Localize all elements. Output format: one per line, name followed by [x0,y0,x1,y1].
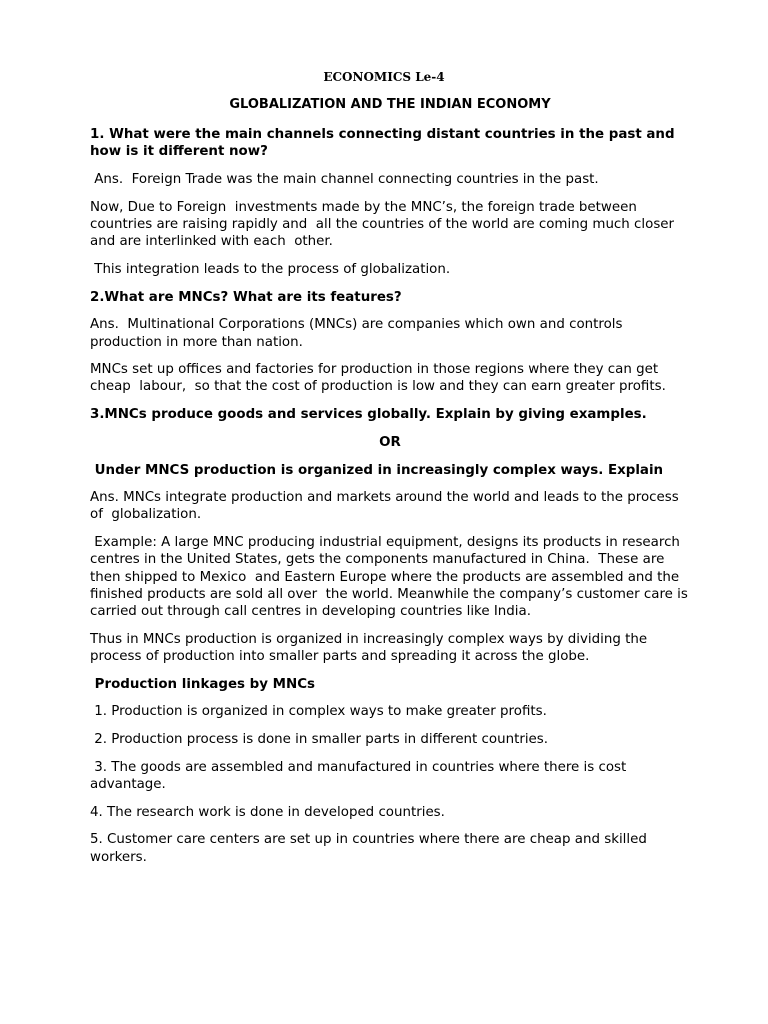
linkage-item-1: 1. Production is organized in complex ways to make greater profits. [90,704,547,720]
linkages-heading: Production linkages by MNCs [90,676,315,692]
linkage-item-2: 2. Production process is done in smaller parts in different countries. [90,731,549,747]
or-separator: OR [379,434,401,450]
document-title-text: ECONOMICS Le-4 [323,70,445,84]
answer-2-para-1: MNCs set up offices and factories for production in those regions where they can get cheap labour, so that the cost of production is low and they can earn greater profits. [90,362,666,395]
linkage-item-3: 3. The goods are assembled and manufactured in countries where there is cost advantage. [90,759,631,792]
answer-1: Ans. Foreign Trade was the main channel connecting countries in the past. [90,172,599,188]
linkage-item-4: 4. The research work is done in developed countries. [90,804,445,820]
answer-2: Ans. Multinational Corporations (MNCs) are companies which own and controls production in more than nation. [90,317,627,350]
answer-1-para-2: This integration leads to the process of globalization. [90,261,451,277]
document-subtitle: GLOBALIZATION AND THE INDIAN ECONOMY [229,97,551,112]
question-2: 2.What are MNCs? What are its features? [90,289,402,305]
question-3-alt: Under MNCS production is organized in increasingly complex ways. Explain [90,462,664,478]
answer-3-conclusion: Thus in MNCs production is organized in increasingly complex ways by dividing the process of production into smaller parts and spreading it across the globe. [90,631,652,664]
document-title [0,70,768,84]
answer-1-para-1: Now, Due to Foreign investments made by the MNC’s, the foreign trade between countries are raising rapidly and all the countries of the world are coming much closer and are interlinked with each other. [90,199,679,250]
answer-3-example: Example: A large MNC producing industrial equipment, designs its products in research centres in the United States, gets the components manufactured in China. These are then shipped to Mexico and Eastern Europe where the products are assembled and the finished products are sold all over the world. Meanwhile the company’s customer care is carried out through call centres in developing countries like India. [90,535,693,619]
question-3: 3.MNCs produce goods and services globally. Explain by giving examples. [90,407,647,423]
question-1: 1. What were the main channels connecting distant countries in the past and how is it different now? [90,127,675,160]
answer-3: Ans. MNCs integrate production and markets around the world and leads to the process of globalization. [90,490,684,523]
document-body [90,96,693,876]
linkage-item-5: 5. Customer care centers are set up in countries where there are cheap and skilled workers. [90,832,652,865]
